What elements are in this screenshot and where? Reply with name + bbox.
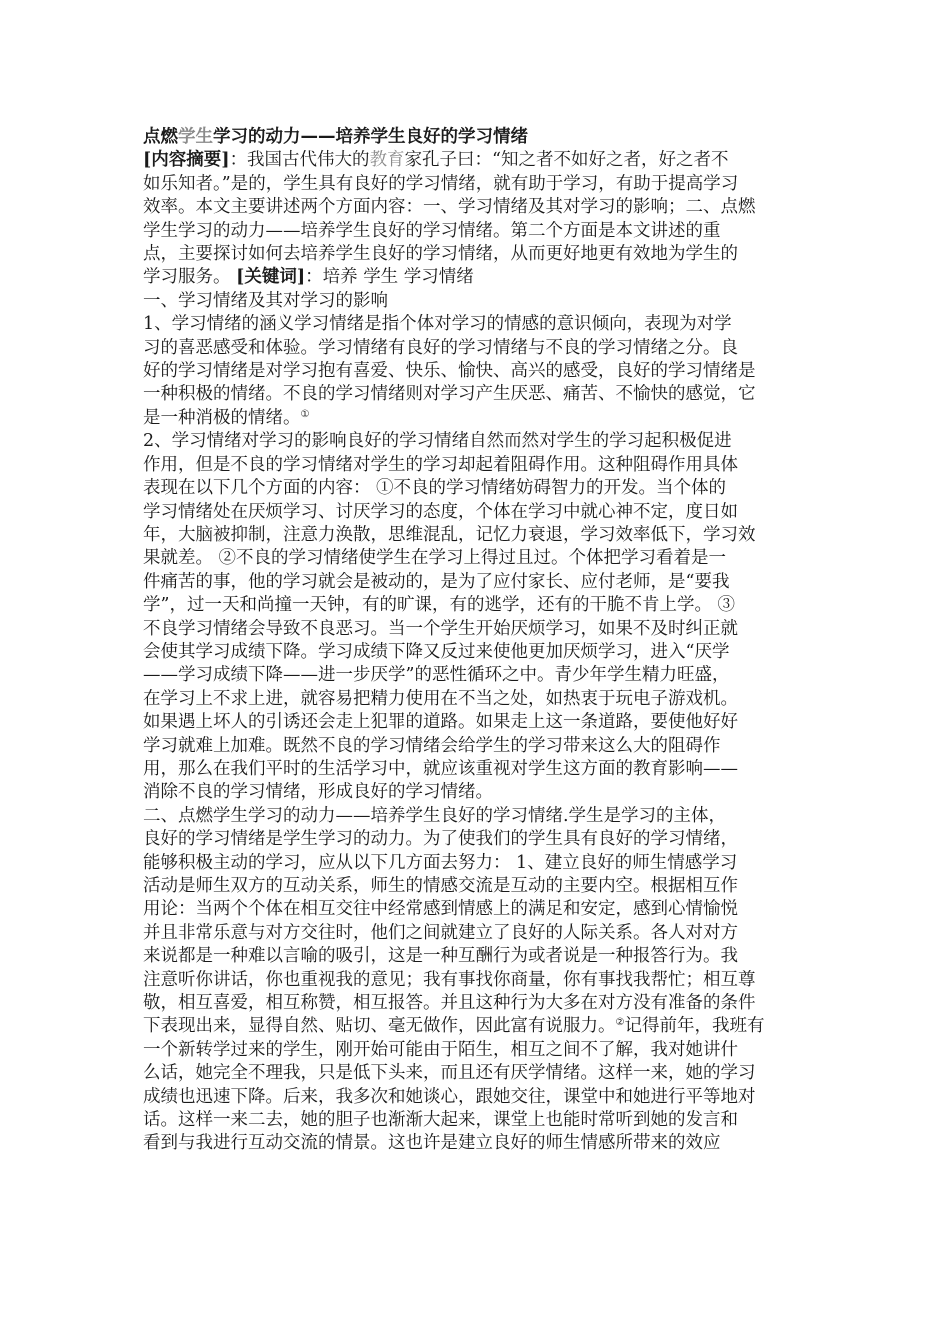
paragraph-line: 来说都是一种难以言喻的吸引，这是一种互酬行为或者说是一种报答行为。我	[143, 946, 738, 967]
paragraph-line: 一种积极的情绪。不良的学习情绪则对学习产生厌恶、痛苦、不愉快的感觉，它	[143, 384, 756, 405]
paragraph-line: 会使其学习成绩下降。学习成绩下降又反过来使他更加厌烦学习，进入“厌学	[143, 641, 730, 662]
title-text-gray: 学生	[178, 127, 213, 147]
paragraph-line: 并且非常乐意与对方交往时，他们之间就建立了良好的人际关系。各人对对方	[143, 922, 738, 943]
paragraph-line: 良好的学习情绪是学生学习的动力。为了使我们的学生具有良好的学习情绪，	[143, 829, 738, 850]
keywords-text: ：培养 学生 学习情绪	[305, 267, 474, 288]
paragraph-line: 作用，但是不良的学习情绪对学生的学习却起着阻碍作用。这种阻碍作用具体	[143, 454, 738, 475]
document-page	[143, 126, 788, 1156]
paragraph-line: 注意听你讲话，你也重视我的意见；我有事找你商量，你有事找我帮忙；相互尊	[143, 969, 756, 990]
paragraph-line: 表现在以下几个方面的内容： ①不良的学习情绪妨碍智力的开发。当个体的	[143, 478, 727, 499]
keywords-label: [关键词]	[236, 267, 306, 288]
abstract-line-4: 学生学习的动力——培养学生良好的学习情绪。第二个方面是本文讲述的重	[143, 220, 721, 241]
paragraph-line: 用论：当两个个体在相互交往中经常感到情感上的满足和安定，感到心情愉悦	[143, 899, 738, 920]
paragraph-text: 下表现出来，显得自然、贴切、毫无做作，因此富有说服力。	[143, 1016, 616, 1037]
paragraph-line	[143, 1015, 788, 1038]
paragraph-line: 二、点燃学生学习的动力——培养学生良好的学习情绪.学生是学习的主体，	[143, 805, 727, 826]
section-heading-1: 一、学习情绪及其对学习的影响	[143, 290, 388, 311]
paragraph-line	[143, 407, 788, 430]
footnote-marker: ②	[615, 1017, 625, 1029]
paragraph-line: 2、学习情绪对学习的影响良好的学习情绪自然而然对学生的学习起积极促进	[143, 431, 732, 452]
paragraph-line: 话。这样一来二去，她的胆子也渐渐大起来，课堂上也能时常听到她的发言和	[143, 1110, 738, 1131]
abstract-line-6	[143, 266, 788, 289]
paragraph-line: 么话，她完全不理我，只是低下头来，而且还有厌学情绪。这样一来，她的学习	[143, 1063, 756, 1084]
title-text-1: 点燃	[143, 127, 178, 147]
paragraph-line: 一个新转学过来的学生，刚开始可能由于陌生，相互之间不了解，我对她讲什	[143, 1039, 738, 1060]
abstract-line-1	[143, 149, 788, 172]
paragraph-line: 年，大脑被抑制，注意力涣散，思维混乱，记忆力衰退，学习效率低下，学习效	[143, 524, 756, 545]
paragraph-text: 是一种消极的情绪。	[143, 407, 301, 428]
footnote-marker: ①	[300, 408, 310, 420]
abstract-line-2: 如乐知者。”是的，学生具有良好的学习情绪，就有助于学习，有助于提高学习	[143, 173, 739, 194]
abstract-text: 家孔子曰：“知之者不如好之者，好之者不	[404, 150, 729, 171]
paragraph-line: 学习情绪处在厌烦学习、讨厌学习的态度，个体在学习中就心神不定，度日如	[143, 501, 738, 522]
paragraph-text: 记得前年，我班有	[624, 1016, 765, 1037]
paragraph-line: 如果遇上坏人的引诱还会走上犯罪的道路。如果走上这一条道路，要使他好好	[143, 712, 738, 733]
title-text-2: 学习的动力——培养学生良好的学习情绪	[213, 127, 528, 147]
abstract-gray-text: 教育	[369, 150, 405, 171]
document-title	[143, 126, 788, 149]
paragraph-line: 活动是师生双方的互动关系，师生的情感交流是互动的主要内空。根据相互作	[143, 876, 738, 896]
paragraph-line: 用，那么在我们平时的生活学习中，就应该重视对学生这方面的教育影响——	[143, 758, 738, 779]
paragraph-line: 果就差。 ②不良的学习情绪使学生在学习上得过且过。个体把学习看着是一	[143, 548, 727, 569]
paragraph-line: 成绩也迅速下降。后来，我多次和她谈心，跟她交往，课堂中和她进行平等地对	[143, 1086, 756, 1107]
paragraph-line: 好的学习情绪是对学习抱有喜爱、快乐、愉快、高兴的感受，良好的学习情绪是	[143, 361, 756, 382]
paragraph-line: 能够积极主动的学习，应从以下几方面去努力： 1、建立良好的师生情感学习	[143, 852, 738, 873]
paragraph-line: 1、学习情绪的涵义学习情绪是指个体对学习的情感的意识倾向，表现为对学	[143, 314, 732, 335]
paragraph-line: 消除不良的学习情绪，形成良好的学习情绪。	[143, 782, 493, 803]
paragraph-line: ——学习成绩下降——进一步厌学”的恶性循环之中。青少年学生精力旺盛，	[143, 665, 730, 686]
abstract-text: 学习服务。	[143, 267, 237, 288]
abstract-text: ：我国古代伟大的	[229, 150, 370, 171]
paragraph-line: 件痛苦的事，他的学习就会是被动的，是为了应付家长、应付老师，是“要我	[143, 571, 730, 592]
abstract-label: [内容摘要]	[143, 150, 230, 171]
abstract-line-3: 效率。本文主要讲述两个方面内容：一、学习情绪及其对学习的影响；二、点燃	[143, 197, 756, 218]
paragraph-line: 敬，相互喜爱，相互称赞，相互报答。并且这种行为大多在对方没有准备的条件	[143, 993, 756, 1014]
paragraph-line: 不良学习情绪会导致不良恶习。当一个学生开始厌烦学习，如果不及时纠正就	[143, 618, 738, 639]
paragraph-line: 学”，过一天和尚撞一天钟，有的旷课，有的逃学，还有的干脆不肯上学。 ③	[143, 595, 736, 616]
paragraph-line: 习的喜恶感受和体验。学习情绪有良好的学习情绪与不良的学习情绪之分。良	[143, 337, 738, 358]
paragraph-line: 学习就难上加难。既然不良的学习情绪会给学生的学习带来这么大的阻碍作	[143, 735, 721, 756]
paragraph-line: 在学习上不求上进，就容易把精力使用在不当之处，如热衷于玩电子游戏机。	[143, 688, 738, 709]
abstract-line-5: 点，主要探讨如何去培养学生良好的学习情绪，从而更好地更有效地为学生的	[143, 244, 738, 265]
paragraph-line: 看到与我进行互动交流的情景。这也许是建立良好的师生情感所带来的效应	[143, 1133, 721, 1154]
